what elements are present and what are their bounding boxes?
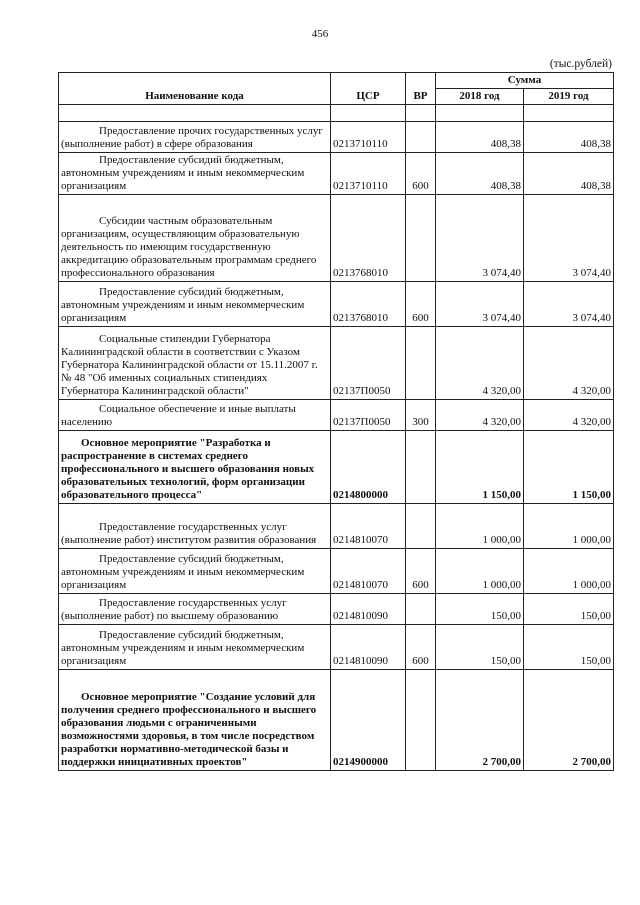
row-amount-2018: 408,38	[436, 122, 524, 153]
table-row	[59, 549, 614, 594]
row-csr: 0213768010	[331, 195, 406, 282]
row-name: Предоставление субсидий бюджетным, автономным учреждениям и иным некоммерческим организациям	[59, 282, 331, 327]
table-row	[59, 400, 614, 431]
table-row	[59, 625, 614, 670]
row-amount-2018: 150,00	[436, 625, 524, 670]
table-row	[59, 327, 614, 400]
row-amount-2019: 150,00	[524, 625, 614, 670]
row-vr: 300	[406, 400, 436, 431]
row-name: Основное мероприятие "Разработка и распространение в системах среднего профессионального и высшего образования новых образовательных технологий, форм организации образовательного процесса"	[59, 431, 331, 504]
row-amount-2019: 408,38	[524, 122, 614, 153]
header-csr: ЦСР	[331, 73, 406, 105]
row-name: Предоставление государственных услуг (выполнение работ) институтом развития образования	[59, 504, 331, 549]
row-vr: 600	[406, 625, 436, 670]
row-amount-2019: 1 000,00	[524, 549, 614, 594]
table-row	[59, 153, 614, 195]
row-vr	[406, 431, 436, 504]
row-csr: 0214810090	[331, 594, 406, 625]
table-row	[59, 594, 614, 625]
spacer-cell	[59, 105, 331, 122]
row-csr: 0213710110	[331, 122, 406, 153]
row-amount-2018: 1 000,00	[436, 504, 524, 549]
table-header	[59, 73, 614, 105]
budget-table	[58, 72, 614, 771]
row-name: Социальное обеспечение и иные выплаты населению	[59, 400, 331, 431]
table-row	[59, 504, 614, 549]
row-vr	[406, 504, 436, 549]
row-name: Основное мероприятие "Создание условий для получения среднего профессионального и высшего образования людьми с ограниченными возможностями здоровья, в том числе посредством разработки нормативно-методической базы и поддержки инициативных проектов"	[59, 670, 331, 771]
spacer-cell	[331, 105, 406, 122]
row-vr	[406, 327, 436, 400]
row-csr: 0214810070	[331, 504, 406, 549]
table-row	[59, 122, 614, 153]
row-amount-2019: 3 074,40	[524, 282, 614, 327]
table-row	[59, 282, 614, 327]
spacer-row	[59, 105, 614, 122]
row-csr: 0213710110	[331, 153, 406, 195]
table-row	[59, 431, 614, 504]
header-name: Наименование кода	[59, 73, 331, 105]
row-amount-2018: 4 320,00	[436, 327, 524, 400]
row-amount-2019: 150,00	[524, 594, 614, 625]
row-name: Предоставление государственных услуг (выполнение работ) по высшему образованию	[59, 594, 331, 625]
table-row	[59, 195, 614, 282]
row-amount-2019: 408,38	[524, 153, 614, 195]
header-sum: Сумма	[436, 73, 614, 89]
spacer-cell	[406, 105, 436, 122]
row-csr: 02137П0050	[331, 400, 406, 431]
row-csr: 0214810070	[331, 549, 406, 594]
row-amount-2018: 4 320,00	[436, 400, 524, 431]
row-name: Субсидии частным образовательным организациям, осуществляющим образовательную деятельность по имеющим государственную аккредитацию образовательным программам среднего профессионального образования	[59, 195, 331, 282]
row-csr: 0214810090	[331, 625, 406, 670]
spacer-cell	[524, 105, 614, 122]
row-vr: 600	[406, 153, 436, 195]
row-csr: 02137П0050	[331, 327, 406, 400]
row-vr	[406, 195, 436, 282]
table-row	[59, 670, 614, 771]
header-year-2018: 2018 год	[436, 89, 524, 105]
row-amount-2019: 1 000,00	[524, 504, 614, 549]
spacer-cell	[436, 105, 524, 122]
row-csr: 0214800000	[331, 431, 406, 504]
row-amount-2018: 3 074,40	[436, 195, 524, 282]
row-vr: 600	[406, 282, 436, 327]
row-amount-2019: 3 074,40	[524, 195, 614, 282]
page-number: 456	[311, 28, 329, 40]
row-csr: 0214900000	[331, 670, 406, 771]
row-amount-2019: 1 150,00	[524, 431, 614, 504]
row-amount-2018: 2 700,00	[436, 670, 524, 771]
row-amount-2019: 2 700,00	[524, 670, 614, 771]
row-amount-2018: 150,00	[436, 594, 524, 625]
row-name: Социальные стипендии Губернатора Калининградской области в соответствии с Указом Губернатора Калининградской области от 15.11.2007 г. № 48 "Об именных социальных стипендиях Губернатора Калининградской области"	[59, 327, 331, 400]
row-vr	[406, 670, 436, 771]
row-csr: 0213768010	[331, 282, 406, 327]
row-vr: 600	[406, 549, 436, 594]
row-amount-2018: 1 150,00	[436, 431, 524, 504]
row-amount-2018: 3 074,40	[436, 282, 524, 327]
table-body	[59, 105, 614, 771]
row-vr	[406, 122, 436, 153]
row-amount-2018: 1 000,00	[436, 549, 524, 594]
header-year-2019: 2019 год	[524, 89, 614, 105]
row-amount-2019: 4 320,00	[524, 400, 614, 431]
row-vr	[406, 594, 436, 625]
unit-label: (тыс.рублей)	[549, 58, 612, 70]
row-name: Предоставление субсидий бюджетным, автономным учреждениям и иным некоммерческим организациям	[59, 549, 331, 594]
row-amount-2018: 408,38	[436, 153, 524, 195]
row-name: Предоставление субсидий бюджетным, автономным учреждениям и иным некоммерческим организациям	[59, 625, 331, 670]
row-amount-2019: 4 320,00	[524, 327, 614, 400]
row-name: Предоставление субсидий бюджетным, автономным учреждениям и иным некоммерческим организациям	[59, 153, 331, 195]
header-vr: ВР	[406, 73, 436, 105]
row-name: Предоставление прочих государственных услуг (выполнение работ) в сфере образования	[59, 122, 331, 153]
